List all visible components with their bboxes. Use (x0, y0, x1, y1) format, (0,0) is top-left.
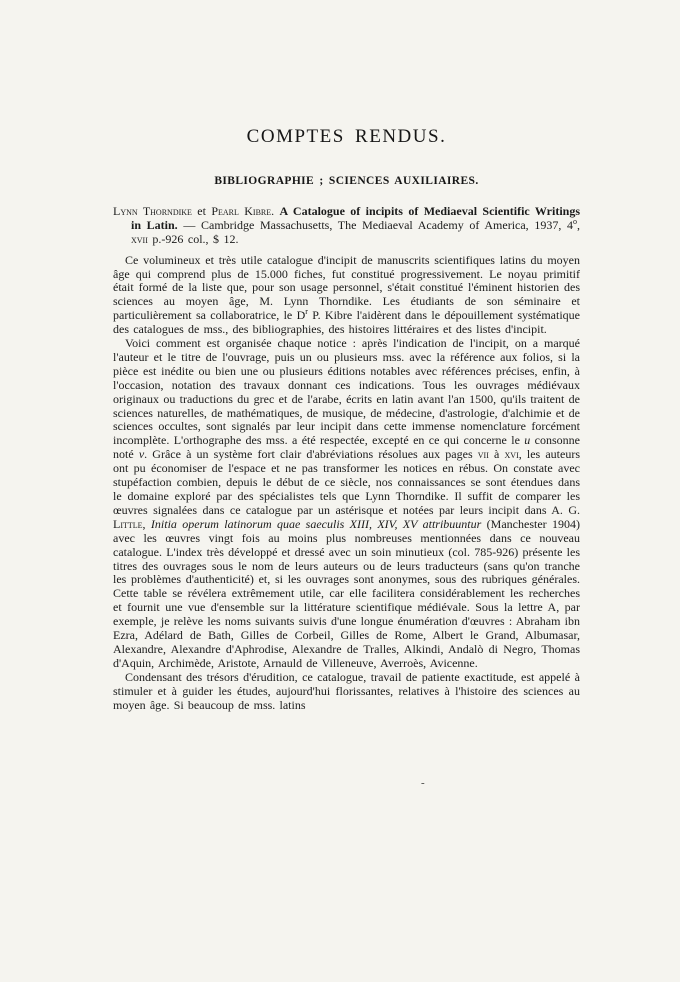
text-run: Voici comment est organisée chaque notice : après l'indication de l'incipit, on a marqué l'auteur et le titre de l'ouvrage, puis un ou plusieurs mss. avec la référence aux folios, si la pièce est inédite ou bien une ou plusieurs éditions notables avec références précises, enfin, à l'occasion, notation des travaux donnant ces indications. Tous les ouvrages médiévaux originaux ou traductions du grec et de l'arabe, écrits en latin avant l'an 1500, qu'ils traitent de sciences naturelles, de mathématiques, de musique, de médecine, d'astrologie, d'alchimie et de sciences occultes, sont signalés par leur incipit dans cette immense nomenclature forcément incomplète. L'orthographe des mss. a été respectée, excepté en ce qui concerne le (113, 336, 580, 448)
text-run: . Grâce à un système fort clair d'abréviations résolues aux pages (144, 447, 478, 462)
bibliographic-entry (113, 204, 580, 247)
cited-author-little: Little (113, 516, 143, 531)
paragraph-2 (113, 337, 580, 671)
text-run: Ce volumineux et très utile catalogue d'incipit de manuscrits scientifiques latins du moyen âge qui comprend plus de 15.000 fiches, fut constitué progressivement. Le noyau primitif était formé de la liste que, pour son usage personnel, s'était constitué l'éminent historien des sciences au moyen âge, M. Lynn Thorndike. Les étudiants de son séminaire et particulièrement sa collaboratrice, le D (113, 252, 580, 323)
text-run: et (191, 204, 212, 218)
text-run: . (271, 204, 280, 218)
text-run: , (577, 218, 581, 233)
text-run: , les auteurs ont pu économiser de l'espace et ne pas transformer les notices en rébus. On constate avec stupéfaction combien, depuis le début de ce siècle, nos connaissances se sont étendues dans le domaine exploré par des spécialistes tels que Lynn Thorndike. Il suffit de comparer les œuvres signalées dans ce catalogue par un astérisque et notées par leurs incipit dans A. G. (113, 447, 581, 517)
roman-page-xvi: xvi (504, 447, 519, 462)
cited-work-title: Initia operum latinorum quae saeculis XIII, XIV, XV attribuuntur (150, 516, 482, 531)
text-run: , (142, 516, 151, 531)
stray-scan-mark: - (421, 777, 425, 789)
author-name-1: Lynn Thorndike (113, 204, 192, 218)
ordinal-superscript: o (573, 217, 578, 227)
text-run: P. Kibre l'aidèrent dans le dépouillement systématique des catalogues de mss., des bibliographies, des histoires littéraires et des listes d'incipit. (113, 308, 580, 337)
italic-letter-u: u (524, 433, 531, 448)
text-run: p.-926 col., $ 12. (147, 232, 239, 247)
review-body (113, 254, 580, 713)
work-title: A Catalogue of incipits of Mediaeval Scientific Writings in Latin. (131, 204, 580, 233)
section-heading: BIBLIOGRAPHIE ; SCIENCES AUXILIAIRES. (214, 175, 479, 187)
doctor-superscript: r (305, 307, 308, 317)
text-run: (Manchester 1904) avec les œuvres vingt fois au moins plus nombreuses mentionnées dans ce nouveau catalogue. L'index très développé et dressé avec un soin minutieux (col. 785-926) présente les titres des ouvrages sous le nom de leurs auteurs ou de leurs traducteurs (sans qu'on tranche les problèmes d'authenticité) et, si les ouvrages sont anonymes, sous des rubriques générales. Cette table se révélera extrêmement utile, car elle facilitera considérablement les recherches et fournit une vue d'ensemble sur la littérature scientifique médiévale. Sous la lettre A, par exemple, je relève les noms suivants suivis d'une longue énumération d'œuvres : Abraham ibn Ezra, Adélard de Bath, Gilles de Corbeil, Gilles de Rome, Albert le Grand, Albumasar, Alexandre, Alexandre d'Aphrodise, Alexandre de Tralles, Alkindi, Andalò di Negro, Thomas d'Aquin, Archimède, Aristote, Arnauld de Villeneuve, Averroès, Avicenne. (113, 516, 580, 670)
text-run: à (488, 447, 505, 462)
page-title: COMPTES RENDUS. (246, 126, 447, 147)
text-run: Condensant des trésors d'érudition, ce catalogue, travail de patiente exactitude, est appelé à stimuler et à guider les études, aujourd'hui florissantes, relatives à l'histoire des sciences au moyen âge. Si beaucoup de mss. latins (113, 669, 580, 712)
text-column (113, 0, 580, 713)
imprint-text: — Cambridge Massachusetts, The Mediaeval Academy of America, 1937, 4 (177, 218, 574, 233)
italic-letter-v: v (138, 447, 145, 462)
paragraph-3 (113, 671, 580, 713)
text-run: consonne noté (113, 433, 580, 462)
roman-page-vii: vii (477, 447, 489, 462)
paragraph-1 (113, 254, 580, 337)
roman-pagination: xvii (131, 232, 148, 247)
author-name-2: Pearl Kibre (211, 204, 272, 218)
